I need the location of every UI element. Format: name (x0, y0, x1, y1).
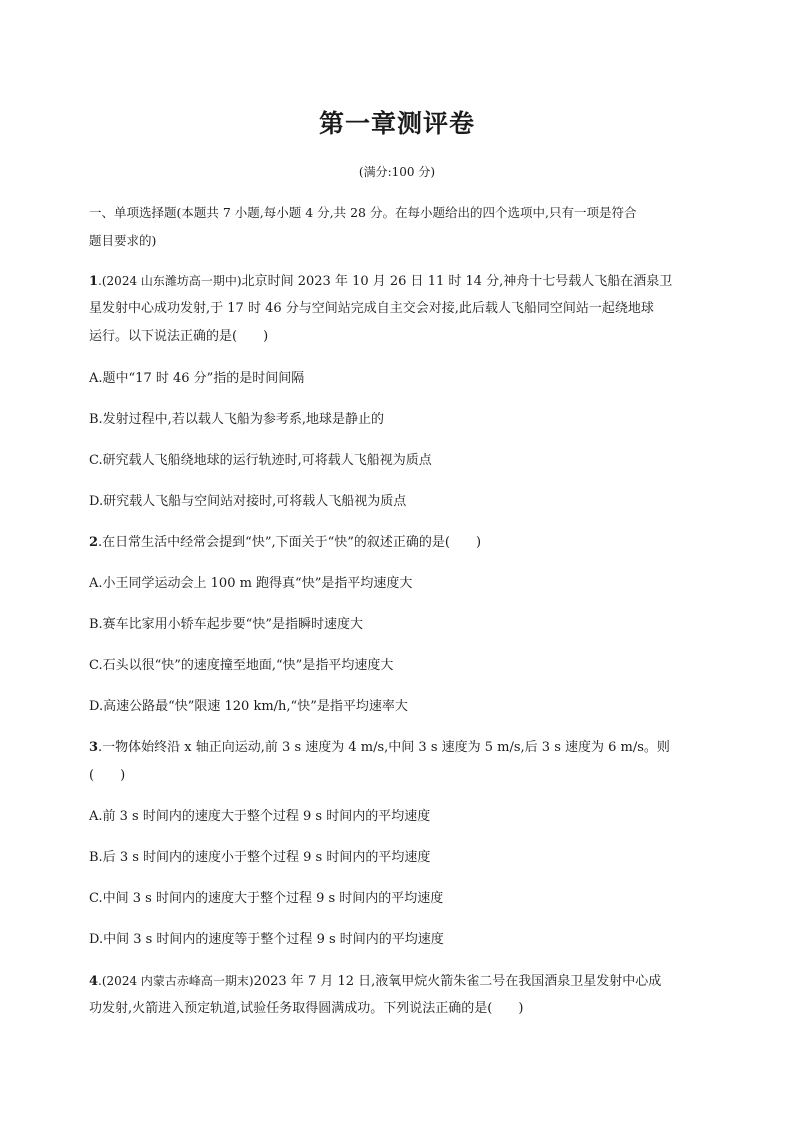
question-1-option-c: C.研究载人飞船绕地球的运行轨迹时,可将载人飞船视为质点 (89, 453, 432, 468)
question-2-option-a: A.小王同学运动会上 100 m 跑得真“快”是指平均速度大 (89, 576, 413, 591)
question-1-option-a: A.题中“17 时 46 分”指的是时间间隔 (89, 371, 305, 386)
section-heading-line-2: 题目要求的) (89, 233, 157, 248)
question-number: 3 (89, 740, 99, 755)
question-4-stem-line-2: 功发射,火箭进入预定轨道,试验任务取得圆满成功。下列说法正确的是( ) (89, 1001, 524, 1016)
question-2-option-b: B.赛车比家用小轿车起步要“快”是指瞬时速度大 (89, 617, 363, 632)
question-source: .(2024 内蒙古赤峰高一期末) (98, 974, 254, 988)
question-1-stem-line-1 (89, 268, 709, 295)
question-stem-text: .一物体始终沿 x 轴正向运动,前 3 s 速度为 4 m/s,中间 3 s 速度为 5 m/s,后 3 s 速度为 6 m/s。则 (98, 740, 670, 755)
question-2-option-c: C.石头以很“快”的速度撞至地面,“快”是指平均速度大 (89, 658, 394, 673)
question-stem-text: 北京时间 2023 年 10 月 26 日 11 时 14 分,神舟十七号载人飞船在酒泉卫 (241, 274, 673, 289)
question-3-option-c: C.中间 3 s 时间内的速度大于整个过程 9 s 时间内的平均速度 (89, 891, 444, 906)
section-heading-line-1: 一、单项选择题(本题共 7 小题,每小题 4 分,共 28 分。在每小题给出的四个选项中,只有一项是符合 (89, 205, 637, 220)
question-number: 4 (89, 974, 99, 989)
question-4-stem-line-1 (89, 968, 709, 995)
page-title: 第一章测评卷 (318, 109, 475, 138)
question-3-option-d: D.中间 3 s 时间内的速度等于整个过程 9 s 时间内的平均速度 (89, 932, 444, 947)
question-2-stem-line-1 (89, 530, 709, 556)
question-1-stem-line-3: 运行。以下说法正确的是( ) (89, 329, 269, 344)
question-3-stem-line-1 (89, 735, 709, 761)
question-3-option-a: A.前 3 s 时间内的速度大于整个过程 9 s 时间内的平均速度 (89, 809, 431, 824)
question-1-stem-line-2: 星发射中心成功发射,于 17 时 46 分与空间站完成自主交会对接,此后载人飞船同空间站一起绕地球 (89, 301, 654, 316)
question-number: 1 (89, 274, 99, 289)
question-number: 2 (89, 535, 99, 550)
question-stem-text: .在日常生活中经常会提到“快”,下面关于“快”的叙述正确的是( ) (98, 535, 482, 550)
question-2-option-d: D.高速公路最“快”限速 120 km/h,“快”是指平均速率大 (89, 699, 408, 714)
question-source: .(2024 山东潍坊高一期中) (98, 274, 242, 288)
question-3-option-b: B.后 3 s 时间内的速度小于整个过程 9 s 时间内的平均速度 (89, 850, 431, 865)
question-1-option-d: D.研究载人飞船与空间站对接时,可将载人飞船视为质点 (89, 494, 407, 509)
question-1-option-b: B.发射过程中,若以载人飞船为参考系,地球是静止的 (89, 412, 384, 427)
question-stem-text: 2023 年 7 月 12 日,液氧甲烷火箭朱雀二号在我国酒泉卫星发射中心成 (253, 974, 662, 989)
full-score-note: (满分:100 分) (358, 165, 436, 179)
question-3-stem-line-2: ( ) (89, 768, 126, 783)
